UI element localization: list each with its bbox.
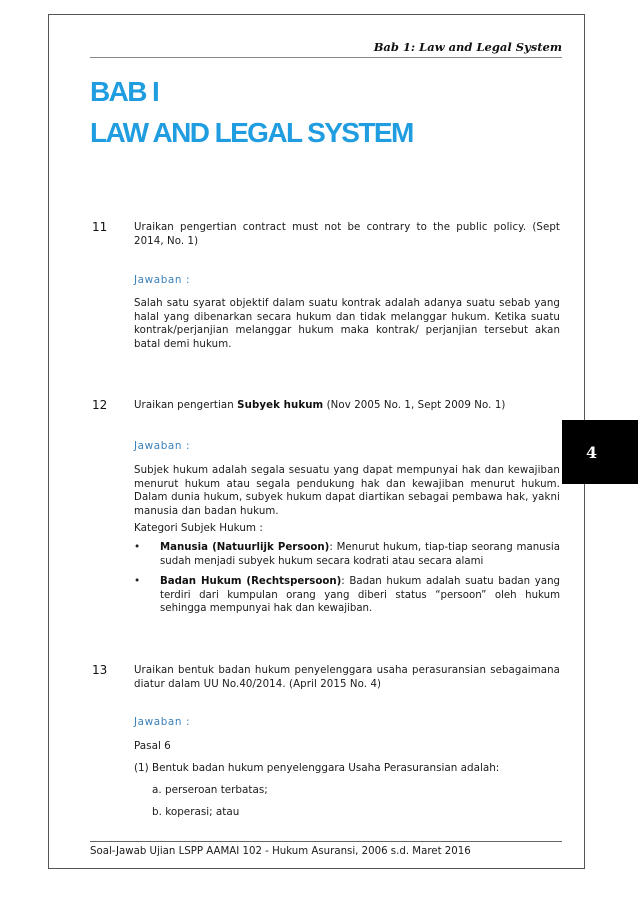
bullet-text <box>160 575 560 616</box>
question-number: 13 <box>92 663 108 677</box>
bullet-term: Badan Hukum (Rechtspersoon) <box>160 576 342 587</box>
chapter-heading-line1: BAB I <box>90 76 159 107</box>
header-divider <box>90 57 562 58</box>
answer-label: Jawaban : <box>134 274 191 286</box>
pasal-item: (1) Bentuk badan hukum penyelenggara Usaha Perasuransian adalah: <box>134 762 500 774</box>
question-text <box>134 399 560 413</box>
question-text: Uraikan bentuk badan hukum penyelenggara usaha perasuransian sebagaimana diatur dalam UU No.40/2014. (April 2015 No. 4) <box>134 665 560 690</box>
bullet-definition: : Menurut hukum, tiap-tiap seorang manusia sudah menjadi subyek hukum secara kodrati atau secara alami <box>160 542 560 567</box>
chapter-tab <box>562 420 638 484</box>
bullet-marker: • <box>134 541 141 553</box>
footer-divider <box>90 841 562 842</box>
pasal-subitem: a. perseroan terbatas; <box>152 784 268 796</box>
question-number: 11 <box>92 220 108 234</box>
question-number: 12 <box>92 398 108 412</box>
answer-text: Salah satu syarat objektif dalam suatu kontrak adalah adanya suatu sebab yang halal yang dibenarkan secara hukum dan tidak melanggar hukum. Ketika suatu kontrak/perjanjian melanggar hukum maka kontrak/ perjanjian tersebut akan batal demi hukum. <box>134 298 560 350</box>
bullet-term: Manusia (Natuurlijk Persoon) <box>160 542 330 553</box>
running-header: Bab 1: Law and Legal System <box>373 40 562 54</box>
page-footer: Soal-Jawab Ujian LSPP AAMAI 102 - Hukum Asuransi, 2006 s.d. Maret 2016 <box>90 846 471 857</box>
bullet-text <box>160 541 560 568</box>
bullet-marker: • <box>134 575 141 587</box>
chapter-tab-number: 4 <box>586 442 598 462</box>
bullet-definition: : Badan hukum adalah suatu badan yang terdiri dari kumpulan orang yang diberi status “persoon” oleh hukum sehingga mempunyai hak dan kewajiban. <box>160 576 560 615</box>
question-text-post: (Nov 2005 No. 1, Sept 2009 No. 1) <box>323 400 506 411</box>
answer-label: Jawaban : <box>134 440 191 452</box>
question-text-pre: Uraikan pengertian <box>134 400 238 411</box>
answer-text: Subjek hukum adalah segala sesuatu yang dapat mempunyai hak dan kewajiban menurut hukum atau segala pendukung hak dan kewajiban menurut hukum. Dalam dunia hukum, subyek hukum dapat diartikan sebagai pembawa hak, yakni manusia dan badan hukum. <box>134 465 560 517</box>
category-label: Kategori Subjek Hukum : <box>134 522 263 534</box>
pasal-label: Pasal 6 <box>134 740 171 752</box>
question-text: Uraikan pengertian contract must not be contrary to the public policy. (Sept 2014, No. 1) <box>134 222 560 247</box>
pasal-subitem: b. koperasi; atau <box>152 806 240 818</box>
question-text-bold: Subyek hukum <box>237 400 324 411</box>
answer-label: Jawaban : <box>134 716 191 728</box>
chapter-heading-line2: LAW AND LEGAL SYSTEM <box>90 117 413 148</box>
